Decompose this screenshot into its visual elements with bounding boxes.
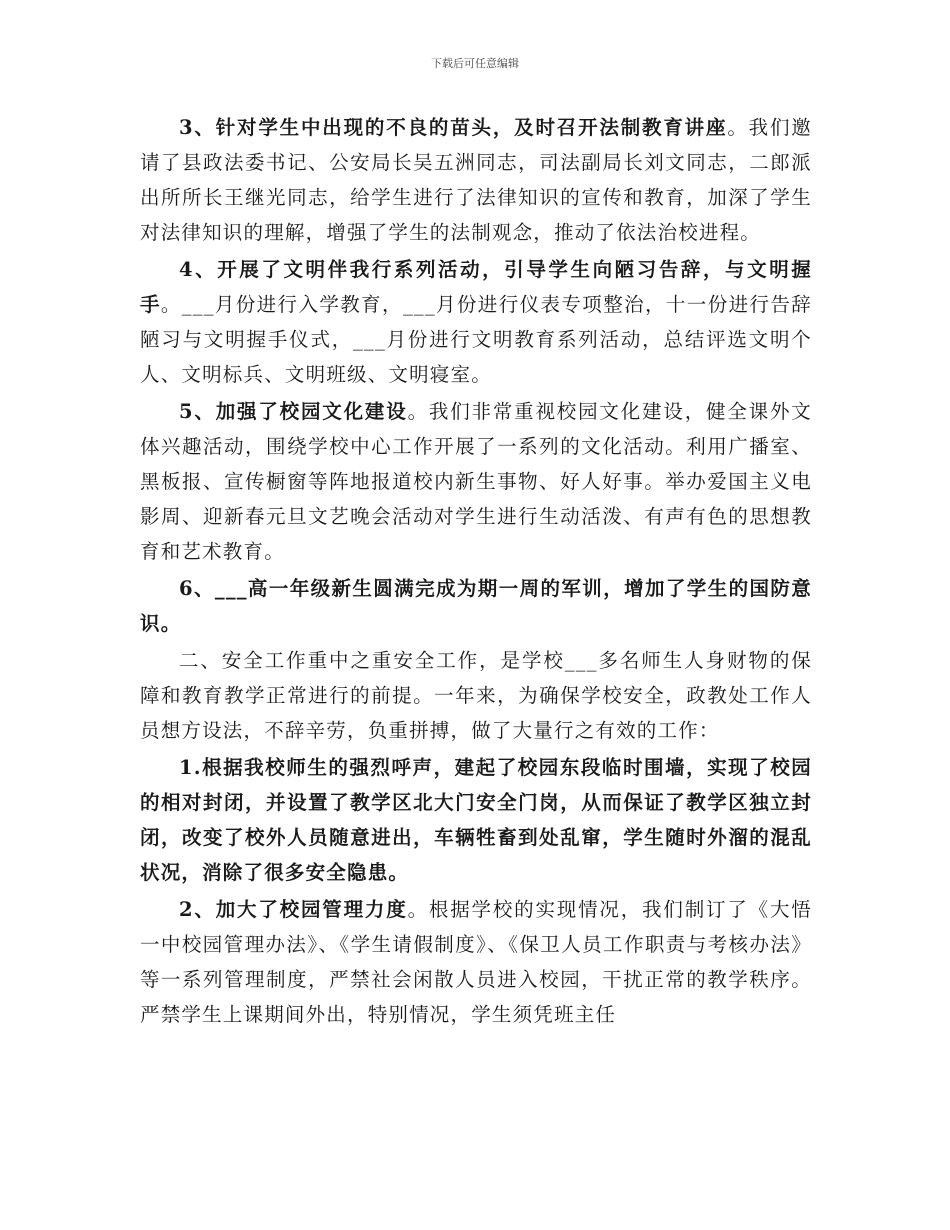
paragraph-text: 。___月份进行入学教育，___月份进行仪表专项整治，十一份进行告辞陋习与文明握手仪式，___月份进行文明教育系列活动，总结评选文明个人、文明标兵、文明班级、文明寝室。 [140, 293, 812, 386]
paragraph-heading: 3、针对学生中出现的不良的苗头，及时召开法制教育讲座 [179, 116, 728, 139]
paragraph-text: 。我们非常重视校园文化建设，健全课外文体兴趣活动，围绕学校中心工作开展了一系列的文化活动。利用广播室、黑板报、宣传橱窗等阵地报道校内新生事物、好人好事。举办爱国主义电影周、迎新春元旦文艺晚会活动对学生进行生动活泼、有声有色的思想教育和艺术教育。 [140, 400, 812, 563]
paragraph-heading: 4、开展了文明伴我行系列活动，引导学生向陋习告辞，与文明握手 [140, 258, 812, 316]
paragraph-heading: 5、加强了校园文化建设 [179, 400, 408, 423]
paragraph-heading: 1.根据我校师生的强烈呼声，建起了校园东段临时围墙，实现了校园的相对封闭，并设置了教学区北大门安全门岗，从而保证了教学区独立封闭，改变了校外人员随意进出，车辆牲畜到处乱窜，学生随时外溜的混乱状况，消除了很多安全隐患。 [140, 756, 812, 884]
document-body [140, 110, 812, 1032]
paragraph-item-3 [140, 110, 812, 250]
paragraph-text: 二、安全工作重中之重安全工作，是学校___多名师生人身财物的保障和教育教学正常进行的前提。一年来，为确保学校安全，政教处工作人员想方设法，不辞辛劳，负重拼搏，做了大量行之有效的工作： [140, 649, 812, 742]
safety-item-1 [140, 750, 812, 890]
page-header: 下载后可任意编辑 [431, 57, 519, 70]
section-two-intro [140, 643, 812, 748]
paragraph-item-6 [140, 571, 812, 641]
paragraph-text: 。根据学校的实现情况，我们制订了《大悟一中校园管理办法》、《学生请假制度》、《保卫人员工作职责与考核办法》等一系列管理制度，严禁社会闲散人员进入校园，干扰正常的教学秩序。严禁学生上课期间外出，特别情况，学生须凭班主任 [140, 898, 812, 1026]
safety-item-2 [140, 892, 812, 1032]
paragraph-text: 。我们邀请了县政法委书记、公安局长吴五洲同志，司法副局长刘文同志，二郎派出所所长王继光同志，给学生进行了法律知识的宣传和教育，加深了学生对法律知识的理解，增强了学生的法制观念，推动了依法治校进程。 [140, 116, 812, 244]
paragraph-heading: 2、加大了校园管理力度 [179, 898, 408, 921]
paragraph-item-4 [140, 252, 812, 392]
paragraph-item-5 [140, 394, 812, 569]
paragraph-heading: 6、___高一年级新生圆满完成为期一周的军训，增加了学生的国防意识。 [140, 577, 812, 635]
